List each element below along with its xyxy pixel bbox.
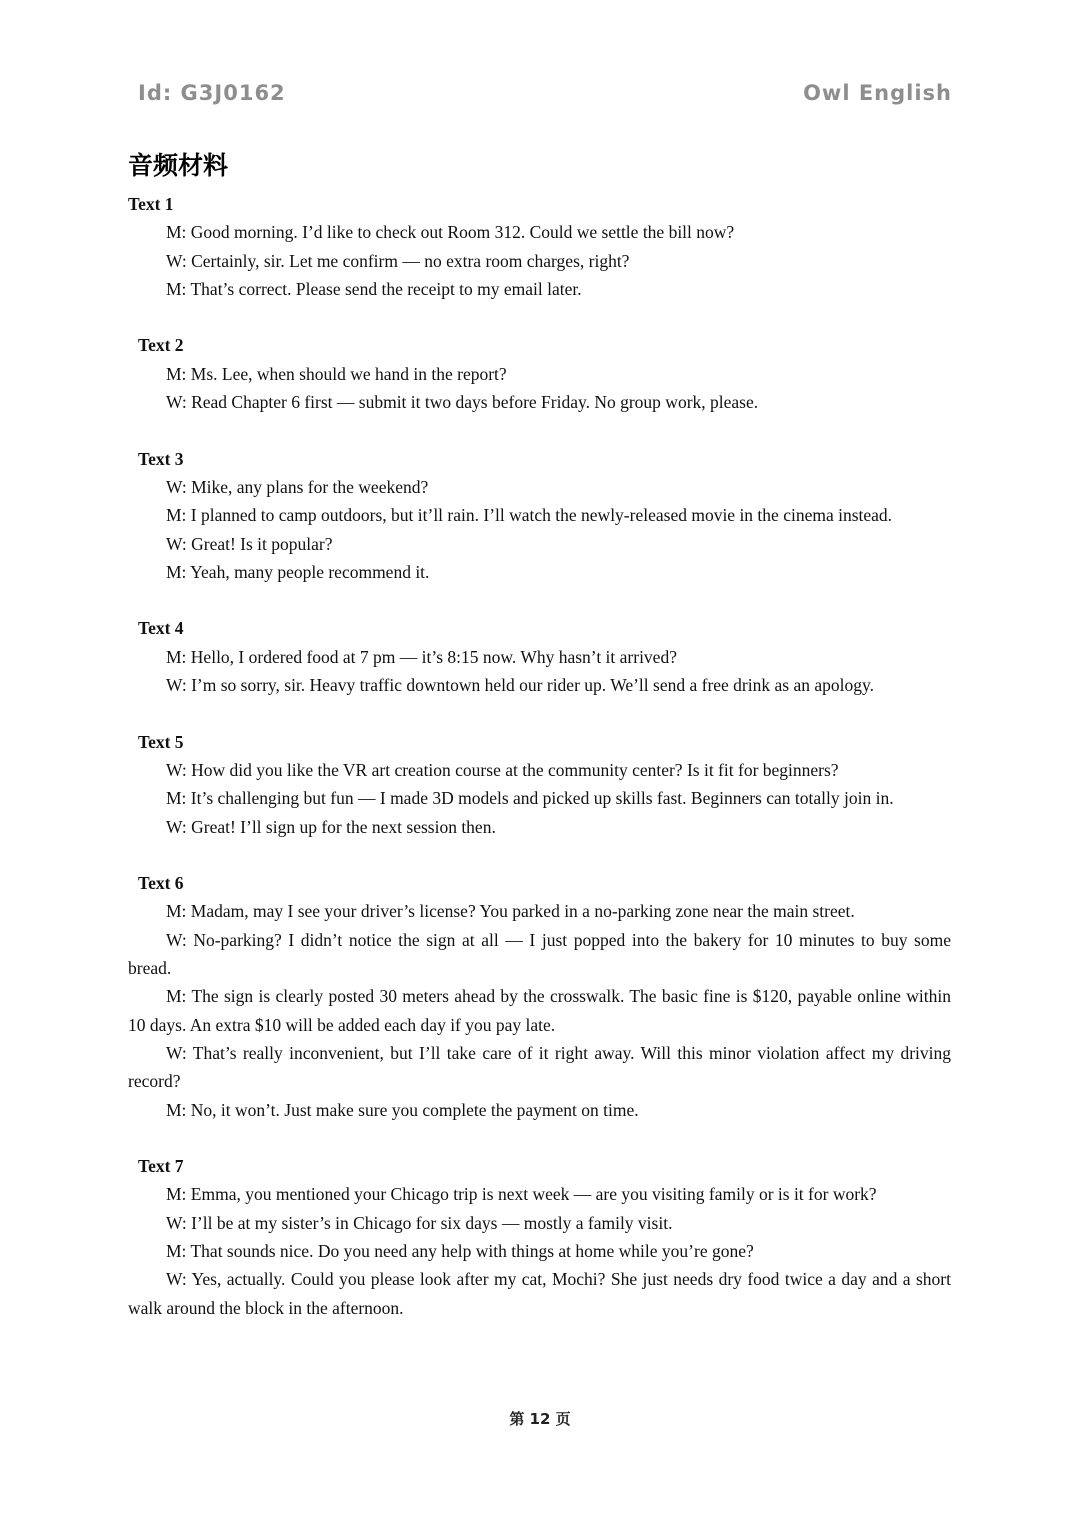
dialogue-line: M: Emma, you mentioned your Chicago trip is next week — are you visiting family or is it for work? <box>166 1184 877 1205</box>
document-id: Id: G3J0162 <box>138 81 286 105</box>
section-text-4 <box>128 614 951 699</box>
section-title: Text 7 <box>138 1156 184 1177</box>
dialogue-line: W: I’m so sorry, sir. Heavy traffic downtown held our rider up. We’ll send a free drink as an apology. <box>166 675 874 696</box>
brand-name: Owl English <box>803 81 952 105</box>
dialogue-line: W: Yes, actually. Could you please look after my cat, Mochi? She just needs dry food twice a day and a short walk around the block in the afternoon. <box>128 1269 951 1318</box>
dialogue-line: W: Mike, any plans for the weekend? <box>166 476 429 497</box>
dialogue-line: W: No-parking? I didn’t notice the sign at all — I just popped into the bakery for 10 minutes to buy some bread. <box>128 929 951 979</box>
section-text-7 <box>128 1152 951 1322</box>
dialogue-line: M: That sounds nice. Do you need any help with things at home while you’re gone? <box>166 1240 754 1261</box>
section-text-5 <box>128 728 951 841</box>
section-title: Text 5 <box>138 731 184 752</box>
dialogue-line: W: Great! Is it popular? <box>166 533 333 554</box>
dialogue-line: M: Madam, may I see your driver’s license? You parked in a no-parking zone near the main street. <box>166 901 855 922</box>
dialogue-line: M: The sign is clearly posted 30 meters ahead by the crosswalk. The basic fine is $120, payable online within 10 days. An extra $10 will be added each day if you pay late. <box>128 986 951 1035</box>
dialogue-line: M: It’s challenging but fun — I made 3D models and picked up skills fast. Beginners can totally join in. <box>166 788 894 809</box>
dialogue-line: M: Ms. Lee, when should we hand in the report? <box>166 363 507 384</box>
section-title: Text 3 <box>138 448 184 469</box>
transcript-body <box>128 190 951 1350</box>
dialogue-line: W: That’s really inconvenient, but I’ll take care of it right away. Will this minor violation affect my driving record? <box>128 1042 951 1092</box>
section-text-3 <box>128 445 951 586</box>
dialogue-line: W: How did you like the VR art creation course at the community center? Is it fit for beginners? <box>166 759 839 780</box>
section-title: Text 2 <box>138 335 184 356</box>
dialogue-line: M: No, it won’t. Just make sure you complete the payment on time. <box>166 1099 639 1120</box>
section-text-6 <box>128 869 951 1124</box>
dialogue-line: W: I’ll be at my sister’s in Chicago for six days — mostly a family visit. <box>166 1212 673 1233</box>
page-title: 音频材料 <box>128 151 229 180</box>
dialogue-line: W: Great! I’ll sign up for the next session then. <box>166 816 496 837</box>
section-text-1 <box>128 190 951 303</box>
dialogue-line: W: Read Chapter 6 first — submit it two days before Friday. No group work, please. <box>166 392 759 413</box>
dialogue-line: M: Yeah, many people recommend it. <box>166 561 430 582</box>
dialogue-line: W: Certainly, sir. Let me confirm — no extra room charges, right? <box>166 250 630 271</box>
section-title: Text 1 <box>128 194 174 214</box>
dialogue-line: M: That’s correct. Please send the receipt to my email later. <box>166 278 582 299</box>
section-text-2 <box>128 331 951 416</box>
dialogue-line: M: I planned to camp outdoors, but it’ll rain. I’ll watch the newly-released movie in the cinema instead. <box>166 505 893 526</box>
page-number: 第 12 页 <box>509 1410 571 1428</box>
dialogue-line: M: Good morning. I’d like to check out Room 312. Could we settle the bill now? <box>166 222 735 243</box>
dialogue-line: M: Hello, I ordered food at 7 pm — it’s 8:15 now. Why hasn’t it arrived? <box>166 646 677 667</box>
section-title: Text 6 <box>138 873 184 894</box>
section-title: Text 4 <box>138 618 184 639</box>
